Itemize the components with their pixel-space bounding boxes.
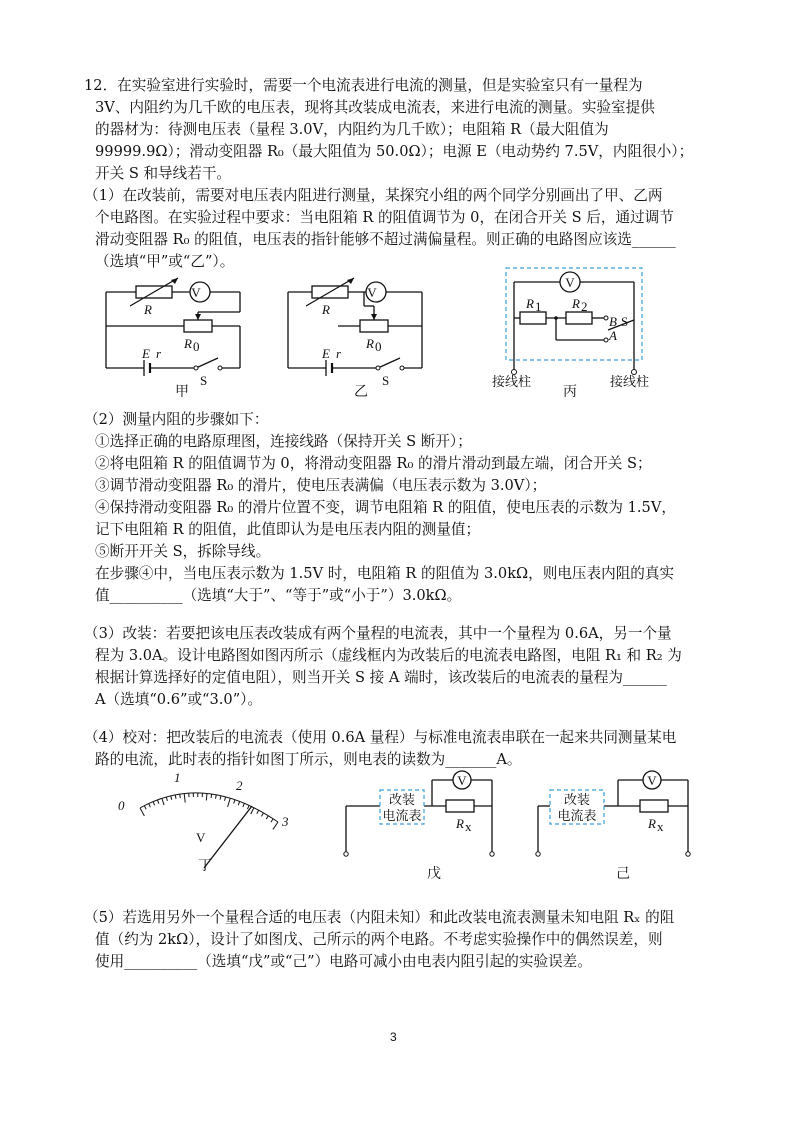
dial-mark-2: 2 [236,778,243,793]
circuit-yi [282,272,442,387]
dial-tick [271,819,273,822]
dial-tick [211,794,212,798]
label-R1: R [526,296,534,311]
label-S: S [200,373,208,387]
dial-tick [261,813,263,816]
label-R0-sub: 0 [375,339,382,354]
label-A: A [609,328,617,343]
part1-line: （1）在改装前，需要对电压表内阻进行测量，某探究小组的两个同学分别画出了甲、乙两 [84,187,663,204]
dial-tick [153,802,155,806]
question-line: 12．在实验室进行实验时，需要一个电流表进行电流的测量，但是实验室只有一量程为 [84,77,643,94]
question-line: 99999.9Ω）；滑动变阻器 R₀（最大阻值为 50.0Ω）；电源 E（电动势约 7.5V，内阻很小）； [95,143,694,160]
label-modified-1: 改装 [388,792,416,807]
part2-line: 值__________（选填“大于”、“等于”或“小于”）3.0kΩ。 [95,587,462,604]
part2-line: ②将电阻箱 R 的阻值调节为 0，将滑动变阻器 R₀ 的滑片滑动到最左端，闭合开关 S； [95,455,652,472]
part1-line: 滑动变阻器 R₀ 的阻值，电压表的指针能够不超过满偏量程。则正确的电路图应该选______ [95,231,676,248]
label-r: r [156,346,162,361]
circuit-ji [528,770,708,860]
label-modified-2: 电流表 [382,808,422,823]
circuit-wu [336,770,516,860]
terminal-label-right: 接线柱 [610,374,650,389]
part3-line: 程为 3.0A。设计电路图如图丙所示（虚线框内为改装后的电流表电路图，电阻 R₁ 和 R₂ 为 [95,647,682,664]
dial-tick [247,805,249,809]
caption-yi: 乙 [354,384,368,400]
caption-jia: 甲 [175,384,189,400]
label-Rx: R [648,816,656,831]
terminal-label-left: 接线柱 [492,374,532,389]
dial-tick [175,795,176,799]
question-line: 3V、内阻约为几千欧的电压表，现将其改装成电流表，来进行电流的测量。实验室提供 [95,99,655,116]
part2-line: ③调节滑动变阻器 R₀ 的滑片，使电压表满偏（电压表示数为 3.0V）； [95,477,547,494]
part3-line: 根据计算选择好的定值电阻），则当开关 S 接 A 端时，该改装后的电流表的量程为______ [95,669,667,686]
part3-line: A（选填“0.6”或“3.0”）。 [95,691,263,708]
label-R0: R [366,336,374,351]
dial-tick [184,794,185,803]
label-modified-2: 电流表 [557,808,597,823]
part3-line: （3）改装：若要把该电压表改装成有两个量程的电流表，其中一个量程为 0.6A，另一个量 [84,625,672,642]
part2-line: （2）测量内阻的步骤如下： [84,411,269,428]
label-E: E [322,346,330,361]
label-R0: R [184,336,192,351]
dial-tick [166,797,167,801]
part2-line: ⑤断开开关 S，拆除导线。 [95,543,271,560]
dial-tick [157,800,158,804]
label-S: S [621,314,629,329]
dial-tick [251,808,254,814]
circuit-jia [100,272,260,387]
dial-tick [162,798,164,805]
label-Rx-sub: x [657,819,664,834]
dial-tick [225,797,226,801]
caption-ji: 己 [616,866,630,882]
circuit-bing [488,262,663,390]
label-R2-sub: 2 [581,299,588,314]
voltmeter-symbol: V [647,773,657,788]
part2-line: ①选择正确的电路原理图，连接线路（保持开关 S 断开）； [95,433,472,450]
dial-tick [171,796,172,800]
label-modified-1: 改装 [563,792,591,807]
question-line: 开关 S 和导线若干。 [95,165,232,182]
part1-line: 个电路图。在实验过程中要求：当电阻箱 R 的阻值调节为 0，在闭合开关 S 后，通过调节 [95,209,674,226]
dial-tick [144,806,146,810]
label-r: r [336,346,342,361]
label-E: E [142,346,150,361]
dial-mark-0: 0 [118,798,125,813]
dial-unit: V [196,830,206,845]
voltmeter-symbol: V [565,275,575,290]
part4-line: 路的电流，此时表的指针如图丁所示，则电表的读数为_______A。 [95,751,522,768]
part5-line: （5）若选用另外一个量程合适的电压表（内阻未知）和此改装电流表测量未知电阻 Rₓ 的阻 [84,909,675,926]
part4-line: （4）校对：把改装后的电流表（使用 0.6A 量程）与标准电流表串联在一起来共同测量某电 [84,729,677,746]
part5-line: 使用__________（选填“戊”或“己”）电路可减小由电表内阻引起的实验误差。 [95,953,592,970]
dial-tick [234,800,235,804]
label-R2: R [572,296,580,311]
caption-wu: 戊 [427,866,441,882]
dial-tick [238,801,239,805]
dial-tick [228,798,231,807]
caption-ding: 丁 [198,858,212,874]
dial-mark-3: 3 [282,814,289,829]
label-R: R [322,302,330,317]
dial-tick [273,822,278,829]
part2-line: 记下电阻箱 R 的阻值，此值即认为是电压表内阻的测量值； [95,521,481,538]
label-Rx-sub: x [465,819,472,834]
label-S: S [382,373,390,387]
dial-tick [180,794,181,798]
label-B: B [609,314,617,329]
voltmeter-symbol: V [457,773,467,788]
voltmeter-symbol: V [367,285,377,300]
dial-tick [206,794,207,801]
part1-line: （选填“甲”或“乙”）。 [95,253,235,270]
voltmeter-symbol: V [191,285,201,300]
part5-line: 值（约为 2kΩ），设计了如图戊、己所示的两个电路。不考虑实验操作中的偶然误差，则 [95,931,663,948]
caption-bing: 丙 [563,384,577,400]
label-Rx: R [456,816,464,831]
page-number: 3 [390,1030,397,1044]
label-R0-sub: 0 [193,339,200,354]
dial-tick [243,803,245,807]
part2-line: 在步骤④中，当电压表示数为 1.5V 时，电阻箱 R 的阻值为 3.0kΩ，则电压表内阻的真实 [95,565,675,582]
question-line: 的器材为：待测电压表（量程 3.0V，内阻约为几千欧）；电阻箱 R（最大阻值为 [95,121,609,138]
dial-tick [149,804,151,808]
dial-tick [140,808,144,816]
dial-tick [220,796,221,800]
dial-tick [266,816,268,819]
label-R1-sub: 1 [535,299,542,314]
dial-tick [257,810,259,814]
label-R: R [144,302,152,317]
part2-line: ④保持滑动变阻器 R₀ 的滑片位置不变，调节电阻箱 R 的阻值，使电压表的示数为 1.5V， [95,499,676,516]
dial-tick [216,795,217,799]
dial-mark-1: 1 [174,770,181,785]
